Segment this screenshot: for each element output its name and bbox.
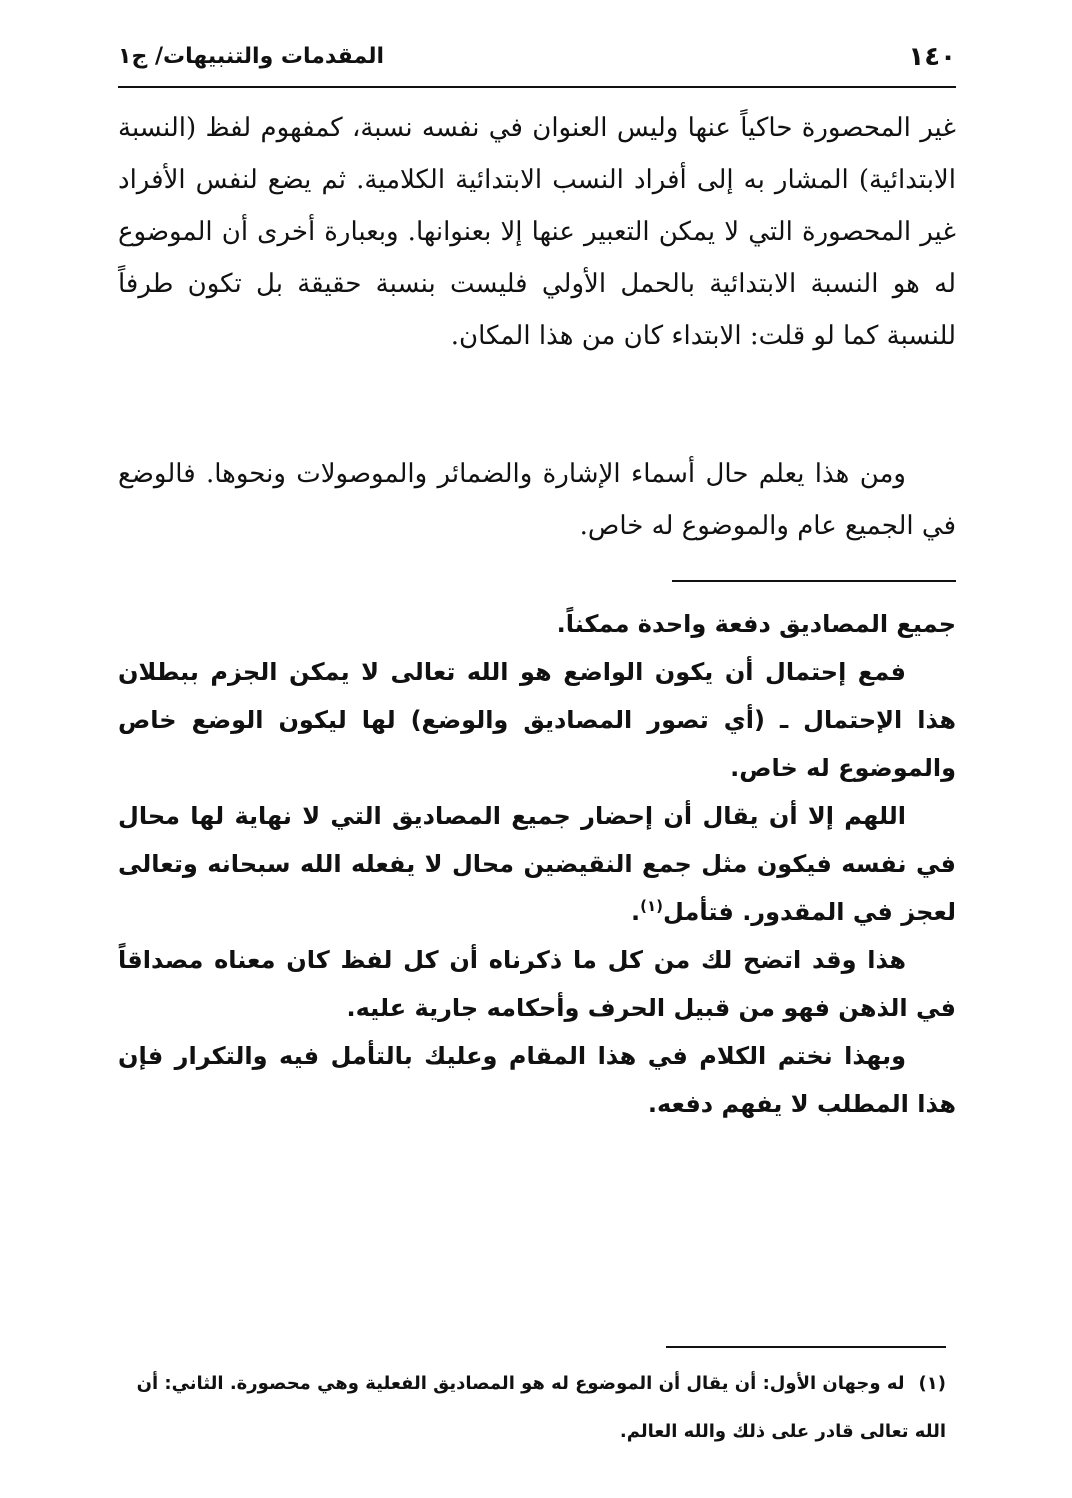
main-paragraph-2: ومن هذا يعلم حال أسماء الإشارة والضمائر والموصولات ونحوها. فالوضع في الجميع عام والموضوع له خاص. xyxy=(118,459,956,541)
note-paragraph-4: هذا وقد اتضح لك من كل ما ذكرناه أن كل لفظ كان معناه مصداقاً في الذهن فهو من قبيل الحرف وأحكامه جارية عليه. xyxy=(118,946,956,1022)
header-rule xyxy=(118,86,956,88)
footnote-text: له وجهان الأول: أن يقال أن الموضوع له هو المصاديق الفعلية وهي محصورة. الثاني: أن الله تعالى قادر على ذلك والله العالم. xyxy=(136,1373,946,1442)
note-paragraph-2: فمع إحتمال أن يكون الواضع هو الله تعالى لا يمكن الجزم ببطلان هذا الإحتمال ـ (أي تصور المصاديق والوضع) لها ليكون الوضع خاص والموضوع له خاص. xyxy=(118,658,956,782)
main-paragraph-1: غير المحصورة حاكياً عنها وليس العنوان في نفسه نسبة، كمفهوم لفظ (النسبة الابتدائية) المشار به إلى أفراد النسب الابتدائية الكلامية. ثم يضع لنفس الأفراد غير المحصورة التي لا يمكن التعبير عنها إلا بعنوانها. وبعبارة أخرى أن الموضوع له هو النسبة الابتدائية بالحمل الأولي فليست بنسبة حقيقة بل تكون طرفاً للنسبة كما لو قلت: الابتداء كان من هذا المكان. xyxy=(118,113,956,351)
page-header xyxy=(118,38,956,78)
page-number: ١٤٠ xyxy=(908,42,956,72)
footnote-separator xyxy=(666,1346,946,1348)
note-paragraph-3 xyxy=(118,792,956,936)
footnote xyxy=(110,1360,946,1456)
running-title: المقدمات والتنبيهات/ ج١ xyxy=(118,44,385,69)
notes-separator xyxy=(672,580,956,582)
note-paragraph-3-end: . xyxy=(631,898,641,926)
note-paragraph-3-text: اللهم إلا أن يقال أن إحضار جميع المصاديق التي لا نهاية لها محال في نفسه فيكون مثل جمع النقيضين محال لا يفعله الله سبحانه وتعالى لعجز في المقدور. فتأمل xyxy=(118,802,956,926)
note-paragraph-1: جميع المصاديق دفعة واحدة ممكناً. xyxy=(556,610,956,638)
footnote-reference[interactable]: (١) xyxy=(640,897,664,915)
footnote-number: (١) xyxy=(918,1373,946,1394)
note-paragraph-5: وبهذا نختم الكلام في هذا المقام وعليك بالتأمل فيه والتكرار فإن هذا المطلب لا يفهم دفعه. xyxy=(118,1042,956,1118)
